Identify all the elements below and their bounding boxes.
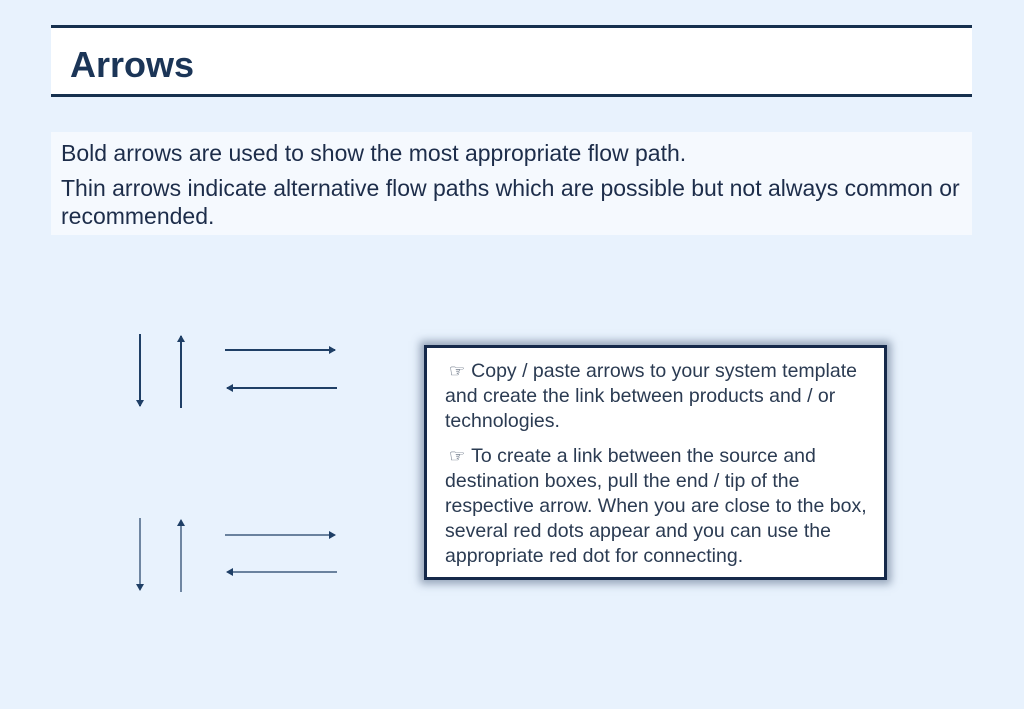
description-bold-arrows: Bold arrows are used to show the most appropriate flow path. [61,140,687,166]
note-paragraph-copy-paste [445,359,877,434]
pointing-hand-icon: ☞ [449,446,466,466]
page-title: Arrows [70,44,195,85]
instructions-note [424,345,887,580]
note-paragraph-create-link [445,444,877,569]
description-thin-arrows: Thin arrows indicate alternative flow paths which are possible but not always common or recommended. [61,175,960,229]
note-text-2: To create a link between the source and destination boxes, pull the end / tip of the respective arrow. When you are close to the box, several red dots appear and you can use the appropriate red dot for connecting. [445,445,867,567]
pointing-hand-icon: ☞ [449,361,466,381]
note-text-1: Copy / paste arrows to your system template and create the link between products and / or technologies. [445,360,857,432]
